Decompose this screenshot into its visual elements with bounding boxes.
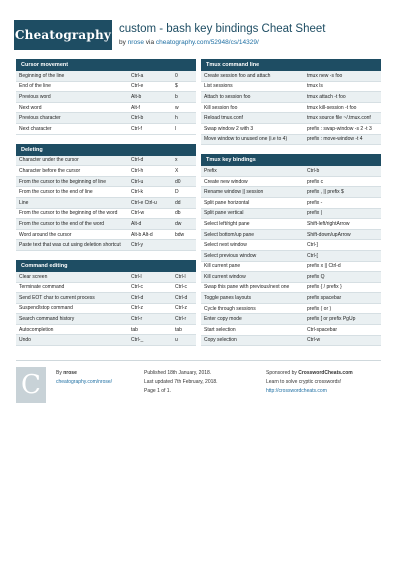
shortcut-cell: prefix , || prefix $	[307, 189, 344, 196]
shortcut-cell: Ctrl-spacebar	[307, 326, 338, 333]
shortcut-cell: Ctrl-z	[131, 305, 143, 312]
table-row	[16, 103, 196, 114]
vim-cell: db	[175, 210, 181, 217]
shortcut-cell: Ctrl-a	[131, 72, 144, 79]
shortcut-cell: prefix Q	[307, 273, 325, 280]
section-title: Tmux key bindings	[201, 154, 381, 166]
table-row	[16, 187, 196, 198]
vim-cell: Ctrl-z	[175, 305, 187, 312]
section-title: Tmux command line	[201, 59, 381, 71]
sponsor-url[interactable]: http://crosswordcheats.com	[266, 388, 327, 394]
table-row	[16, 92, 196, 103]
table-row	[201, 304, 381, 315]
action-cell: From the cursor to the end of line	[19, 189, 93, 196]
shortcut-cell: Alt-d	[131, 220, 142, 227]
shortcut-cell: tmux kill-session -t foo	[307, 104, 357, 111]
action-cell: Line	[19, 199, 29, 206]
shortcut-cell: Alt-b Alt-d	[131, 231, 153, 238]
table-row	[16, 166, 196, 177]
action-cell: Move window to unused one (i.e to 4)	[204, 136, 288, 143]
table-row	[201, 283, 381, 294]
sheet-url-link[interactable]: cheatography.com/52948/cs/14329/	[155, 39, 259, 46]
vim-cell: $	[175, 83, 178, 90]
shortcut-cell: Ctrl-d	[131, 157, 144, 164]
action-cell: Swap this pane with previous/next one	[204, 284, 290, 291]
shortcut-cell: prefix spacebar	[307, 295, 342, 302]
section-table	[16, 71, 196, 135]
section-title: Command editing	[16, 260, 196, 272]
action-cell: Clear screen	[19, 273, 48, 280]
shortcut-cell: tab	[131, 326, 138, 333]
vim-cell: bdw	[175, 231, 185, 238]
right-column	[201, 59, 381, 355]
shortcut-cell: Ctrl-u	[131, 178, 144, 185]
shortcut-cell: Ctrl-w	[307, 337, 321, 344]
action-cell: From the cursor to the end of the word	[19, 220, 105, 227]
shortcut-cell: prefix |	[307, 210, 322, 217]
subtitle	[119, 39, 259, 46]
action-cell: Next word	[19, 104, 42, 111]
section-table	[201, 71, 381, 145]
footer-by-label: By	[56, 370, 62, 376]
action-cell: Next character	[19, 125, 52, 132]
table-row	[201, 124, 381, 135]
section-command-editing	[16, 260, 196, 346]
vim-cell: tab	[175, 326, 182, 333]
table-row	[16, 71, 196, 82]
page-count: Page 1 of 1.	[144, 388, 171, 394]
table-row	[16, 283, 196, 294]
vim-cell: Ctrl-d	[175, 294, 188, 301]
action-cell: Send EOT char to current process	[19, 294, 95, 301]
table-row	[16, 335, 196, 346]
action-cell: Prefix	[204, 167, 217, 174]
shortcut-cell: Ctrl-c	[131, 284, 143, 291]
table-row	[201, 230, 381, 241]
table-row	[16, 177, 196, 188]
sponsor-label: Sponsored by	[266, 370, 297, 376]
table-row	[16, 293, 196, 304]
action-cell: Swap window 2 with 3	[204, 125, 254, 132]
action-cell: Previous character	[19, 115, 61, 122]
action-cell: Select next window	[204, 242, 247, 249]
shortcut-cell: Ctrl-[	[307, 252, 318, 259]
table-row	[201, 82, 381, 93]
sponsor-tagline: Learn to solve cryptic crosswords!	[266, 379, 342, 385]
action-cell: Word around the cursor	[19, 231, 72, 238]
section-cursor-movement	[16, 59, 196, 135]
action-cell: Suspend/stop command	[19, 305, 73, 312]
table-row	[16, 272, 196, 283]
shortcut-cell: Alt-b	[131, 93, 142, 100]
section-tmux-command-line	[201, 59, 381, 145]
vim-cell: dw	[175, 220, 182, 227]
vim-cell: h	[175, 115, 178, 122]
table-row	[16, 314, 196, 325]
action-cell: Create new window	[204, 178, 248, 185]
footer-author-name[interactable]: nrose	[63, 370, 77, 376]
section-title: Cursor movement	[16, 59, 196, 71]
table-row	[201, 293, 381, 304]
table-row	[16, 156, 196, 167]
shortcut-cell: prefix [ or prefix PgUp	[307, 316, 356, 323]
shortcut-cell: tmux new -s foo	[307, 72, 343, 79]
shortcut-cell: Ctrl-y	[131, 242, 143, 249]
table-row	[16, 304, 196, 315]
table-row	[201, 135, 381, 146]
shortcut-cell: tmux ls	[307, 83, 323, 90]
shortcut-cell: prefix { / prefix }	[307, 284, 342, 291]
action-cell: Kill current pane	[204, 263, 241, 270]
table-row	[16, 219, 196, 230]
shortcut-cell: prefix c	[307, 178, 324, 185]
section-title: Deleting	[16, 144, 196, 156]
action-cell: Cycle through sessions	[204, 305, 256, 312]
vim-cell: Ctrl-r	[175, 316, 187, 323]
shortcut-cell: Ctrl-b	[131, 115, 144, 122]
table-row	[16, 124, 196, 135]
section-deleting	[16, 144, 196, 251]
action-cell: Start selection	[204, 326, 236, 333]
header	[0, 0, 400, 62]
action-cell: Terminate command	[19, 284, 65, 291]
vim-cell: x	[175, 157, 178, 164]
published-date: Published 18th January, 2018.	[144, 370, 212, 376]
table-row	[201, 198, 381, 209]
vim-cell: b	[175, 93, 178, 100]
updated-date: Last updated 7th February, 2018.	[144, 379, 218, 385]
action-cell: Undo	[19, 337, 31, 344]
table-row	[16, 325, 196, 336]
action-cell: Toggle panes layouts	[204, 295, 251, 302]
action-cell: From the cursor to the beginning of the word	[19, 210, 118, 217]
vim-cell: dd	[175, 199, 181, 206]
action-cell: Character before the cursor	[19, 167, 81, 174]
table-row	[201, 325, 381, 336]
action-cell: Split pane vertical	[204, 210, 244, 217]
shortcut-cell: prefix x || Ctrl-d	[307, 263, 341, 270]
action-cell: From the cursor to the beginning of line	[19, 178, 106, 185]
sponsor-name[interactable]: CrosswordCheats.com	[298, 370, 353, 376]
table-row	[201, 272, 381, 283]
shortcut-cell: Ctrl-k	[131, 189, 143, 196]
table-row	[16, 209, 196, 220]
shortcut-cell: tmux source file ~/.tmux.conf	[307, 115, 371, 122]
shortcut-cell: Ctrl-b	[307, 167, 320, 174]
table-row	[16, 240, 196, 251]
left-column	[16, 59, 196, 355]
table-row	[201, 219, 381, 230]
table-row	[16, 198, 196, 209]
section-table	[16, 156, 196, 251]
action-cell: Split pane horizontal	[204, 199, 250, 206]
table-row	[201, 209, 381, 220]
vim-cell: l	[175, 125, 177, 132]
action-cell: Autocompletion	[19, 326, 54, 333]
footer-sponsor	[266, 369, 353, 396]
footer-dates	[144, 369, 218, 396]
shortcut-cell: prefix -	[307, 199, 323, 206]
shortcut-cell: tmux attach -t foo	[307, 93, 346, 100]
by-label: by	[119, 39, 126, 46]
vim-cell: u	[175, 337, 178, 344]
table-row	[201, 187, 381, 198]
action-cell: Beginning of the line	[19, 72, 65, 79]
shortcut-cell: Ctrl-f	[131, 125, 142, 132]
action-cell: Select left/right pane	[204, 220, 250, 227]
table-row	[201, 314, 381, 325]
avatar: C	[16, 367, 46, 403]
page-title: custom - bash key bindings Cheat Sheet	[119, 23, 326, 35]
vim-cell: d0	[175, 178, 181, 185]
vim-cell: Ctrl-c	[175, 284, 187, 291]
shortcut-cell: Shift-down/upArrow	[307, 231, 351, 238]
action-cell: Copy selection	[204, 337, 237, 344]
table-row	[201, 262, 381, 273]
shortcut-cell: Ctrl-_	[131, 337, 144, 344]
table-row	[201, 251, 381, 262]
cheatography-logo[interactable]: Cheatography	[14, 20, 112, 50]
vim-cell: w	[175, 104, 179, 111]
table-row	[201, 177, 381, 188]
table-row	[16, 82, 196, 93]
shortcut-cell: Ctrl-e Ctrl-u	[131, 199, 157, 206]
footer	[16, 360, 381, 412]
vim-cell: X	[175, 167, 179, 174]
table-row	[16, 113, 196, 124]
action-cell: Kill session foo	[204, 104, 238, 111]
shortcut-cell: prefix : move-window -t 4	[307, 136, 363, 143]
table-row	[201, 103, 381, 114]
action-cell: Enter copy mode	[204, 316, 242, 323]
footer-author	[56, 369, 112, 387]
shortcut-cell: Ctrl-h	[131, 167, 144, 174]
action-cell: Create session foo and attach	[204, 72, 271, 79]
table-row	[16, 230, 196, 241]
shortcut-cell: Ctrl-e	[131, 83, 144, 90]
section-table	[201, 166, 381, 346]
table-row	[201, 240, 381, 251]
shortcut-cell: Ctrl-]	[307, 242, 318, 249]
table-row	[201, 336, 381, 347]
shortcut-cell: Ctrl-r	[131, 316, 143, 323]
action-cell: Attach to session foo	[204, 93, 251, 100]
shortcut-cell: Ctrl-w	[131, 210, 145, 217]
shortcut-cell: Shift-left/rightArrow	[307, 220, 350, 227]
action-cell: Reload tmux.conf	[204, 115, 243, 122]
section-table	[16, 272, 196, 346]
action-cell: Previous word	[19, 93, 51, 100]
vim-cell: 0	[175, 72, 178, 79]
via-label: via	[145, 39, 155, 46]
action-cell: Search command history	[19, 316, 75, 323]
shortcut-cell: Ctrl-l	[131, 273, 142, 280]
footer-author-url[interactable]: cheatography.com/nrose/	[56, 379, 113, 385]
action-cell: Paste text that was cut using deletion shortcut	[19, 242, 121, 249]
vim-cell: D	[175, 189, 179, 196]
vim-cell: Ctrl-l	[175, 273, 186, 280]
action-cell: List sessions	[204, 83, 233, 90]
action-cell: Select bottom/up pane	[204, 231, 255, 238]
action-cell: Kill current window	[204, 273, 246, 280]
action-cell: Select previous window	[204, 252, 257, 259]
action-cell: Character under the cursor	[19, 157, 79, 164]
author-link[interactable]: nrose	[127, 39, 144, 46]
shortcut-cell: prefix ( or )	[307, 305, 332, 312]
shortcut-cell: prefix : swap-window -s 2 -t 3	[307, 125, 372, 132]
table-row	[201, 113, 381, 124]
table-row	[201, 166, 381, 177]
table-row	[201, 92, 381, 103]
action-cell: End of the line	[19, 83, 51, 90]
section-tmux-key-bindings	[201, 154, 381, 346]
action-cell: Rename window || session	[204, 189, 264, 196]
table-row	[201, 71, 381, 82]
shortcut-cell: Ctrl-d	[131, 294, 144, 301]
shortcut-cell: Alt-f	[131, 104, 140, 111]
